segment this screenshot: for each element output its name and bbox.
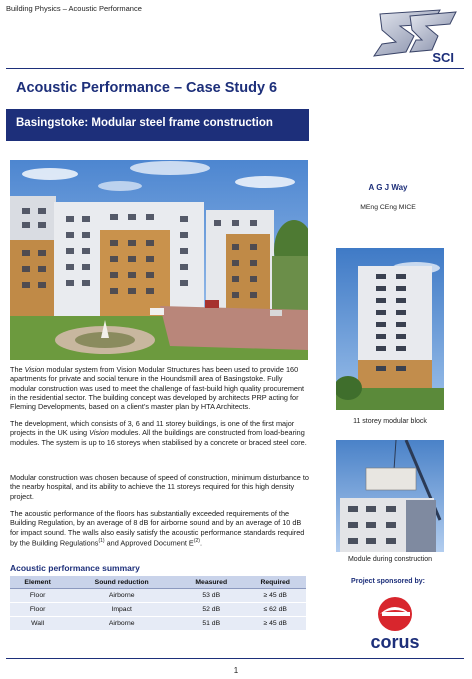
acoustic-table bbox=[10, 576, 306, 631]
table-title: Acoustic performance summary bbox=[10, 563, 140, 573]
building-photo bbox=[10, 160, 308, 360]
author-name: A G J Way bbox=[368, 183, 408, 192]
footnote-ref-1: (1) bbox=[98, 537, 105, 544]
corus-wordmark: corus bbox=[370, 632, 420, 652]
body-paragraph-3 bbox=[10, 473, 310, 501]
cell-required: ≥ 45 dB bbox=[244, 617, 306, 631]
p1-lead: The bbox=[10, 365, 25, 374]
header-element: Element bbox=[10, 576, 65, 589]
running-header: Building Physics – Acoustic Performance bbox=[6, 4, 142, 13]
sci-logo bbox=[370, 6, 462, 64]
vision-emphasis-2: Vision bbox=[89, 428, 109, 438]
module-caption: Module during construction bbox=[347, 556, 433, 563]
p4-text-b: and Approved Document E bbox=[104, 538, 194, 548]
corus-logo bbox=[352, 594, 438, 652]
sponsor-label: Project sponsored by: bbox=[351, 578, 425, 585]
cell-sound-reduction: Airborne bbox=[65, 617, 178, 631]
logo-text: SCI bbox=[432, 50, 454, 64]
cell-required: ≤ 62 dB bbox=[244, 603, 306, 617]
p2-text-b: modules. All the buildings are constructed from load-bearing modules. The system is up to 16 storeys when stabilised by a concrete or braced steel core. bbox=[10, 428, 307, 447]
subtitle-bar bbox=[6, 109, 309, 141]
author-qualifications: MEng CEng MICE bbox=[360, 204, 416, 211]
table-header-row bbox=[10, 576, 306, 589]
cell-element: Floor bbox=[10, 589, 65, 603]
cell-sound-reduction: Airborne bbox=[65, 589, 178, 603]
header-rule bbox=[6, 68, 464, 69]
module-photo bbox=[336, 440, 444, 552]
body-paragraph-2 bbox=[10, 419, 310, 447]
page-subtitle: Basingstoke: Modular steel frame construction bbox=[16, 117, 273, 129]
page-title: Acoustic Performance – Case Study 6 bbox=[16, 80, 278, 96]
cell-element: Wall bbox=[10, 617, 65, 631]
vision-emphasis: Vision bbox=[24, 365, 45, 374]
table-row bbox=[10, 603, 306, 617]
p4-text-a: The acoustic performance of the floors has substantially exceeded requirements of the Building Regulation, by an average of 8 dB for airborne sound and by an average of 10 dB for impact sound. The walls also easily satisfy the acoustic performance standards required by the Building Regulations bbox=[10, 509, 305, 548]
table-row bbox=[10, 617, 306, 631]
header-required: Required bbox=[244, 576, 306, 589]
footer-rule bbox=[6, 658, 464, 659]
page-number: 1 bbox=[233, 666, 239, 675]
p4-text-c: . bbox=[199, 538, 202, 548]
cell-measured: 51 dB bbox=[178, 617, 244, 631]
body-paragraph-1 bbox=[10, 365, 310, 411]
table-row bbox=[10, 589, 306, 603]
p2-text-a: The development, which consists of 3, 6 and 11 storey buildings, is one of the first major projects in the UK using bbox=[10, 419, 295, 438]
footnote-ref-2: (2) bbox=[193, 537, 200, 544]
p1-text: modular system from Vision Modular Structures has been used to provide 160 apartments for private and social tenure in the Houndsmill area of Basingstoke. Fully modular construction was used to meet the challenge of fast-build high quality procurement in the residential sector. The building concept was developed by architects PRP acting for Fleming Developments, based on a client’s master plan by HTA Architects. bbox=[10, 365, 305, 412]
cell-element: Floor bbox=[10, 603, 65, 617]
cell-required: ≥ 45 dB bbox=[244, 589, 306, 603]
cell-measured: 53 dB bbox=[178, 589, 244, 603]
body-paragraph-4 bbox=[10, 509, 310, 548]
p3-text: Modular construction was chosen because of speed of construction, minimum disturbance to the nearby hospital, and its ability to achieve the 11 storeys required for this high density project. bbox=[10, 473, 309, 501]
cell-sound-reduction: Impact bbox=[65, 603, 178, 617]
tower-photo bbox=[336, 248, 444, 410]
header-measured: Measured bbox=[178, 576, 244, 589]
tower-caption: 11 storey modular block bbox=[353, 418, 427, 425]
cell-measured: 52 dB bbox=[178, 603, 244, 617]
header-sound-reduction: Sound reduction bbox=[65, 576, 178, 589]
